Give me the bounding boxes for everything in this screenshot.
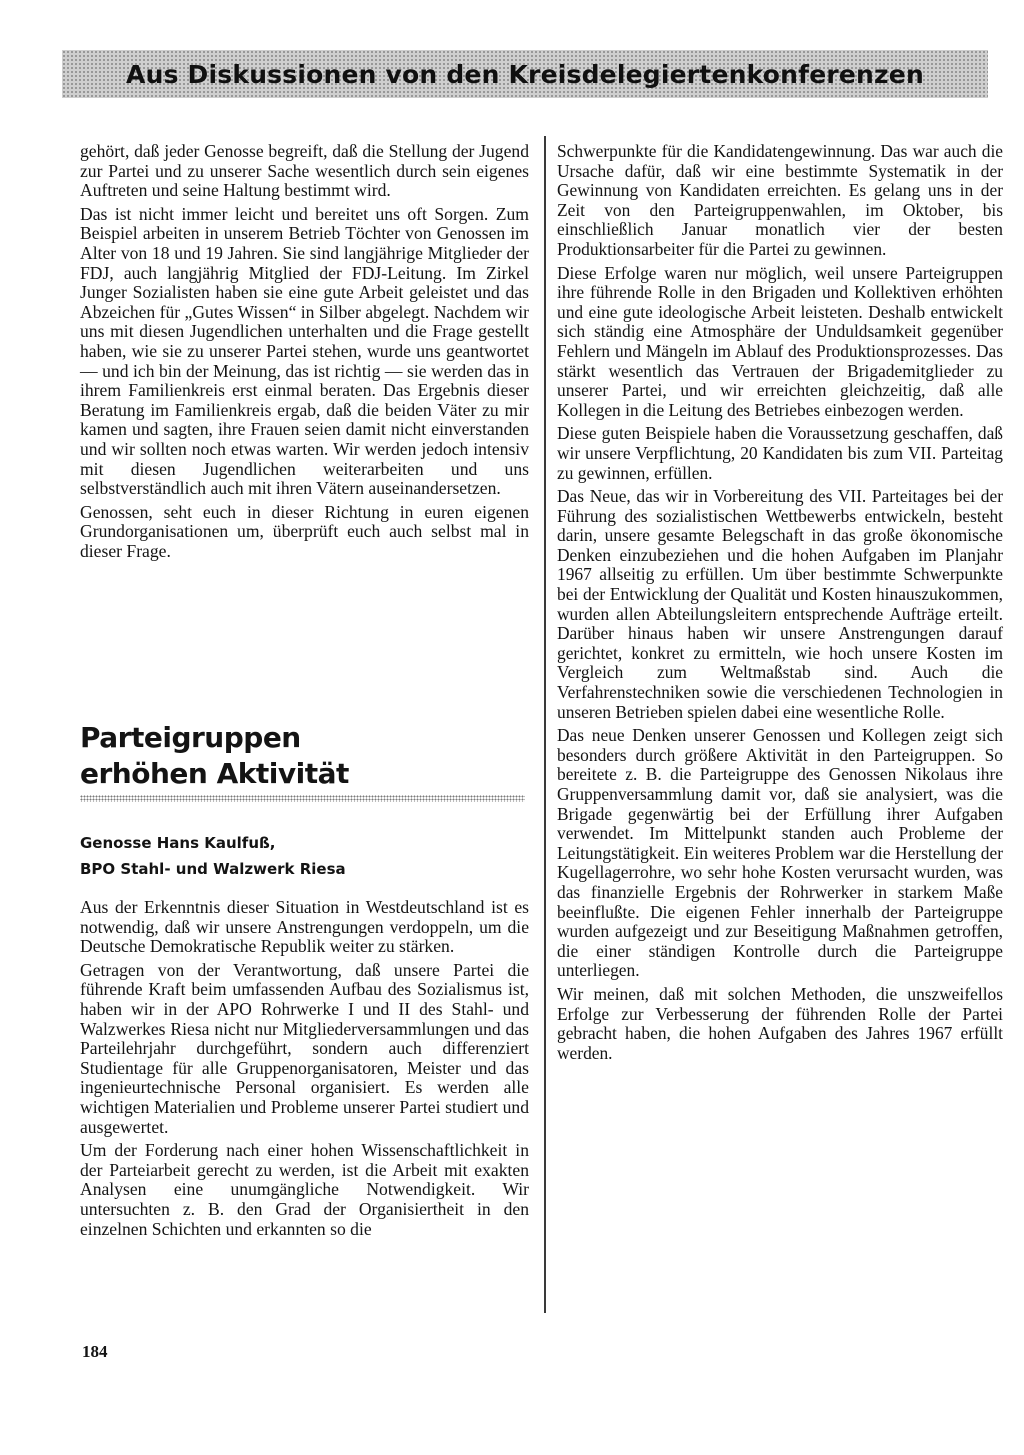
paragraph: Schwerpunkte für die Kandidatengewinnung. Das war auch die Ursache dafür, daß wir eine bestimmte Systematik in der Gewinnung von Kandidaten erreichten. Es gelang uns in der Zeit von den Parteigruppenwahlen, im Oktober, bis einschließlich Januar monatlich vier der besten Produktionsarbeiter für die Partei zu gewinnen. <box>557 141 1003 259</box>
author-byline <box>80 830 529 882</box>
paragraph: Das Neue, das wir in Vorbereitung des VII. Parteitages bei der Führung des sozialistischen Wettbewerbs entwickeln, besteht darin, unsere gesamte Belegschaft in das große ökonomische Denken einzubeziehen und die hohen Aufgaben im Planjahr 1967 allseitig zu erfüllen. Um über bestimmte Schwerpunkte bei der Entwicklung der Qualität und Kosten hinauszukommen, wurden allen Abteilungsleitern entsprechende Aufträge erteilt. Darüber hinaus haben wir unsere Anstrengungen darauf gerichtet, konkret zu ermitteln, wie hoch unsere Kosten im Vergleich zum Weltmaßstab sind. Auch die Verfahrenstechniken sowie die verschiedenen Technologien in unseren Betrieben spielen dabei eine wesentliche Rolle. <box>557 486 1003 722</box>
page-number: 184 <box>82 1342 108 1361</box>
right-column <box>557 142 1003 1063</box>
left-column-top <box>80 142 529 561</box>
paragraph: Genossen, seht euch in dieser Richtung in euren eigenen Grundorganisationen um, überprüft euch auch selbst mal in dieser Frage. <box>80 501 529 561</box>
section-heading-line: Parteigruppen <box>80 721 301 754</box>
column-divider <box>544 136 546 1313</box>
section-divider <box>80 795 525 802</box>
section-heading-line: erhöhen Aktivität <box>80 757 349 790</box>
paragraph: Das ist nicht immer leicht und bereitet uns oft Sorgen. Zum Beispiel arbeiten in unserem Betrieb Töchter von Genossen im Alter von 18 und 19 Jahren. Sie sind langjährige Mitglieder der FDJ, auch langjährig Mitglied der FDJ-Leitung. Im Zirkel Junger Sozialisten haben sie eine gute Arbeit geleistet und das Abzeichen für „Gutes Wissen“ in Silber abgelegt. Nachdem wir uns mit diesen Jugendlichen unterhalten und die Frage gestellt haben, wie sie zu unserer Partei stehen, wurde uns geantwortet — und ich bin der Meinung, das ist richtig — sie werden das in ihrem Familienkreis erst einmal beraten. Das Ergebnis dieser Beratung im Familienkreis ergab, daß die beiden Väter zu mir kamen und sagten, ihre Frauen seien damit nicht einverstanden und wir sollten noch etwas warten. Wir werden jedoch intensiv mit diesen Jugendlichen weiterarbeiten und uns selbstverständlich auch mit ihren Vätern auseinandersetzen. <box>80 203 529 499</box>
header-banner <box>62 50 988 98</box>
paragraph: Getragen von der Verantwortung, daß unsere Partei die führende Kraft beim umfassenden Aufbau des Sozialismus ist, haben wir in der APO Rohrwerke I und II des Stahl- und Walzwerkes Riesa nicht nur Mitgliederversammlungen und das Parteilehrjahr durchgeführt, sondern auch differenziert Studientage für alle Gruppenorganisatoren, Meister und das ingenieurtechnische Personal organisiert. Es werden alle wichtigen Materialien und Probleme unserer Partei studiert und ausgewertet. <box>80 959 529 1137</box>
paragraph: Das neue Denken unserer Genossen und Kollegen zeigt sich besonders durch größere Aktivität in den Parteigruppen. So bereitete z. B. die Parteigruppe des Genossen Nikolaus ihre Gruppenversammlung damit vor, daß sie analysiert, was die Brigade gegenwärtig bei der Erfüllung ihrer Aufgaben verwendet. Im Mittelpunkt standen auch Probleme der Leitungstätigkeit. Ein weiteres Problem war die Herstellung der Kugellagerrohre, wo sehr hohe Kosten verursacht wurden, was das finanzielle Ergebnis der Rohrwerker in starkem Maße beeinflußte. Die eigenen Fehler innerhalb der Parteigruppe wurden aufgezeigt und zur Beseitigung Maßnahmen getroffen, die einer ständigen Kontrolle durch die Parteigruppe unterliegen. <box>557 725 1003 981</box>
paragraph: Wir meinen, daß mit solchen Methoden, die unszweifellos Erfolge zur Verbesserung der führenden Rolle der Partei gebracht haben, die hohen Aufgaben des Jahres 1967 erfüllt werden. <box>557 983 1003 1063</box>
paragraph: Um der Forderung nach einer hohen Wissenschaftlichkeit in der Parteiarbeit gerecht zu werden, ist die Arbeit mit exakten Analysen eine unumgängliche Notwendigkeit. Wir untersuchten z. B. den Grad der Organisiertheit in den einzelnen Schichten und erkannten so die <box>80 1140 529 1239</box>
paragraph: Diese guten Beispiele haben die Voraussetzung geschaffen, daß wir unsere Verpflichtung, 20 Kandidaten bis zum VII. Parteitag zu gewinnen, erfüllen. <box>557 423 1003 483</box>
paragraph: Aus der Erkenntnis dieser Situation in Westdeutschland ist es notwendig, daß wir unsere Anstrengungen verdoppeln, um die Deutsche Demokratische Republik weiter zu stärken. <box>80 897 529 957</box>
left-column-bottom <box>80 898 529 1239</box>
author-affiliation: BPO Stahl- und Walzwerk Riesa <box>80 860 346 878</box>
paragraph: gehört, daß jeder Genosse begreift, daß die Stellung der Jugend zur Partei und zu unserer Sache wesentlich durch sein eigenes Auftreten und seine Haltung bestimmt wird. <box>80 141 529 201</box>
section-heading <box>80 720 529 792</box>
banner-title: Aus Diskussionen von den Kreisdelegiertenkonferenzen <box>126 59 924 89</box>
paragraph: Diese Erfolge waren nur möglich, weil unsere Parteigruppen ihre führende Rolle in den Brigaden und Kollektiven erhöhten und eine gute ideologische Arbeit leisteten. Deshalb entwickelt sich ständig eine Atmosphäre der Unduldsamkeit gegenüber Fehlern und Mängeln im Ablauf des Produktionsprozesses. Das stärkt wesentlich das Vertrauen der Brigademitglieder zu unserer Partei, und wir erreichten gleichzeitig, daß alle Kollegen in die Leitung des Betriebes einbezogen werden. <box>557 262 1003 420</box>
author-name: Genosse Hans Kaulfuß, <box>80 834 276 852</box>
